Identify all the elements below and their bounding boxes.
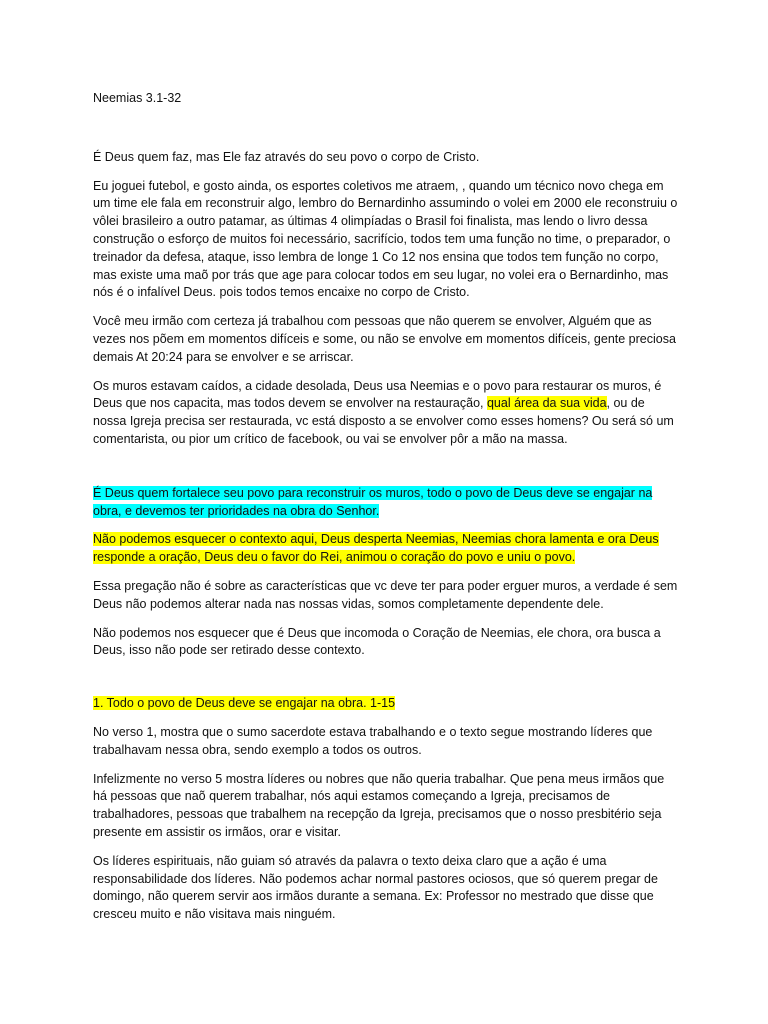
section-heading — [93, 695, 678, 713]
paragraph-6-highlighted — [93, 531, 678, 567]
paragraph-4 — [93, 378, 678, 449]
paragraph-4-text-a: Os muros estavam caídos, a cidade desolada, Deus usa Neemias e o povo para restaurar os muros, é Deus que nos capacita, mas todos devem se envolver na restauração, — [93, 378, 662, 411]
paragraph-9: No verso 1, mostra que o sumo sacerdote estava trabalhando e o texto segue mostrando líderes que trabalhavam nessa obra, sendo exemplo a todos os outros. — [93, 724, 653, 757]
paragraph-7: Essa pregação não é sobre as características que vc deve ter para poder erguer muros, a verdade é sem Deus não podemos alterar nada nas nossas vidas, somos completamente dependente dele. — [93, 578, 678, 611]
document-title: Neemias 3.1-32 — [93, 91, 182, 105]
paragraph-4-text-b: , ou de nossa Igreja precisa ser restaurada, vc está disposto a se envolver como esses homens? Ou será só um comentarista, ou pior um crítico de facebook, ou vai se envolver pôr a mão na massa. — [93, 396, 674, 446]
paragraph-5-highlighted — [93, 485, 678, 521]
yellow-highlight-text: Não podemos esquecer o contexto aqui, Deus desperta Neemias, Neemias chora lamenta e ora Deus responde a oração, Deus deu o favor do Rei, animou o coração do povo e uniu o povo. — [93, 532, 659, 565]
paragraph-1: É Deus quem faz, mas Ele faz através do seu povo o corpo de Cristo. — [93, 149, 480, 164]
cyan-highlight-text: É Deus quem fortalece seu povo para reconstruir os muros, todo o povo de Deus deve se engajar na obra, e devemos ter prioridades na obra do Senhor. — [93, 485, 653, 518]
paragraph-8: Não podemos nos esquecer que é Deus que incomoda o Coração de Neemias, ele chora, ora busca a Deus, isso não pode ser retirado desse contexto. — [93, 625, 661, 658]
section-heading-text: 1. Todo o povo de Deus deve se engajar na obra. 1-15 — [93, 696, 396, 711]
highlighted-phrase: qual área da sua vida — [486, 396, 607, 411]
paragraph-10: Infelizmente no verso 5 mostra líderes ou nobres que não queria trabalhar. Que pena meus irmãos que há pessoas que naõ querem trabalhar, nós aqui estamos começando a Igreja, precisamos de trabalhadores, pessoas que trabalhem na recepção da Igreja, precisamos que o nosso presbitério seja presente em assistir os irmãos, orar e visitar. — [93, 771, 665, 839]
paragraph-3: Você meu irmão com certeza já trabalhou com pessoas que não querem se envolver, Alguém que as vezes nos põem em momentos difíceis e some, ou não se envolve em momentos difíceis, gente preciosa demais At 20:24 para se envolver e se arriscar. — [93, 314, 676, 364]
paragraph-2: Eu joguei futebol, e gosto ainda, os esportes coletivos me atraem, , quando um técnico novo chega em um time ele fala em reconstruir algo, lembro do Bernardinho assumindo o volei em 2000 ele reconstruiu o vôlei brasileiro a outro patamar, as últimas 4 olimpíadas o Brasil foi finalista, mas lendo o livro dessa construção o esforço de muitos foi necessário, sacrifício, todos tem uma função no time, o preparador, o treinador da defesa, ataque, isso lembra de longe 1 Co 12 nos ensina que todos tem função no corpo, mas existe uma maõ por trás que age para colocar todos em seu lugar, no volei era o Bernardinho, mas nós é o infalível Deus. pois todos temos encaixe no corpo de Cristo. — [93, 178, 678, 300]
document-body — [93, 90, 678, 935]
paragraph-11: Os líderes espirituais, não guiam só através da palavra o texto deixa claro que a ação é uma responsabilidade dos líderes. Não podemos achar normal pastores ociosos, que só querem pregar de domingo, não querem servir aos irmãos durante a semana. Ex: Professor no mestrado que disse que cresceu muito e não visitava mais ninguém. — [93, 853, 658, 922]
